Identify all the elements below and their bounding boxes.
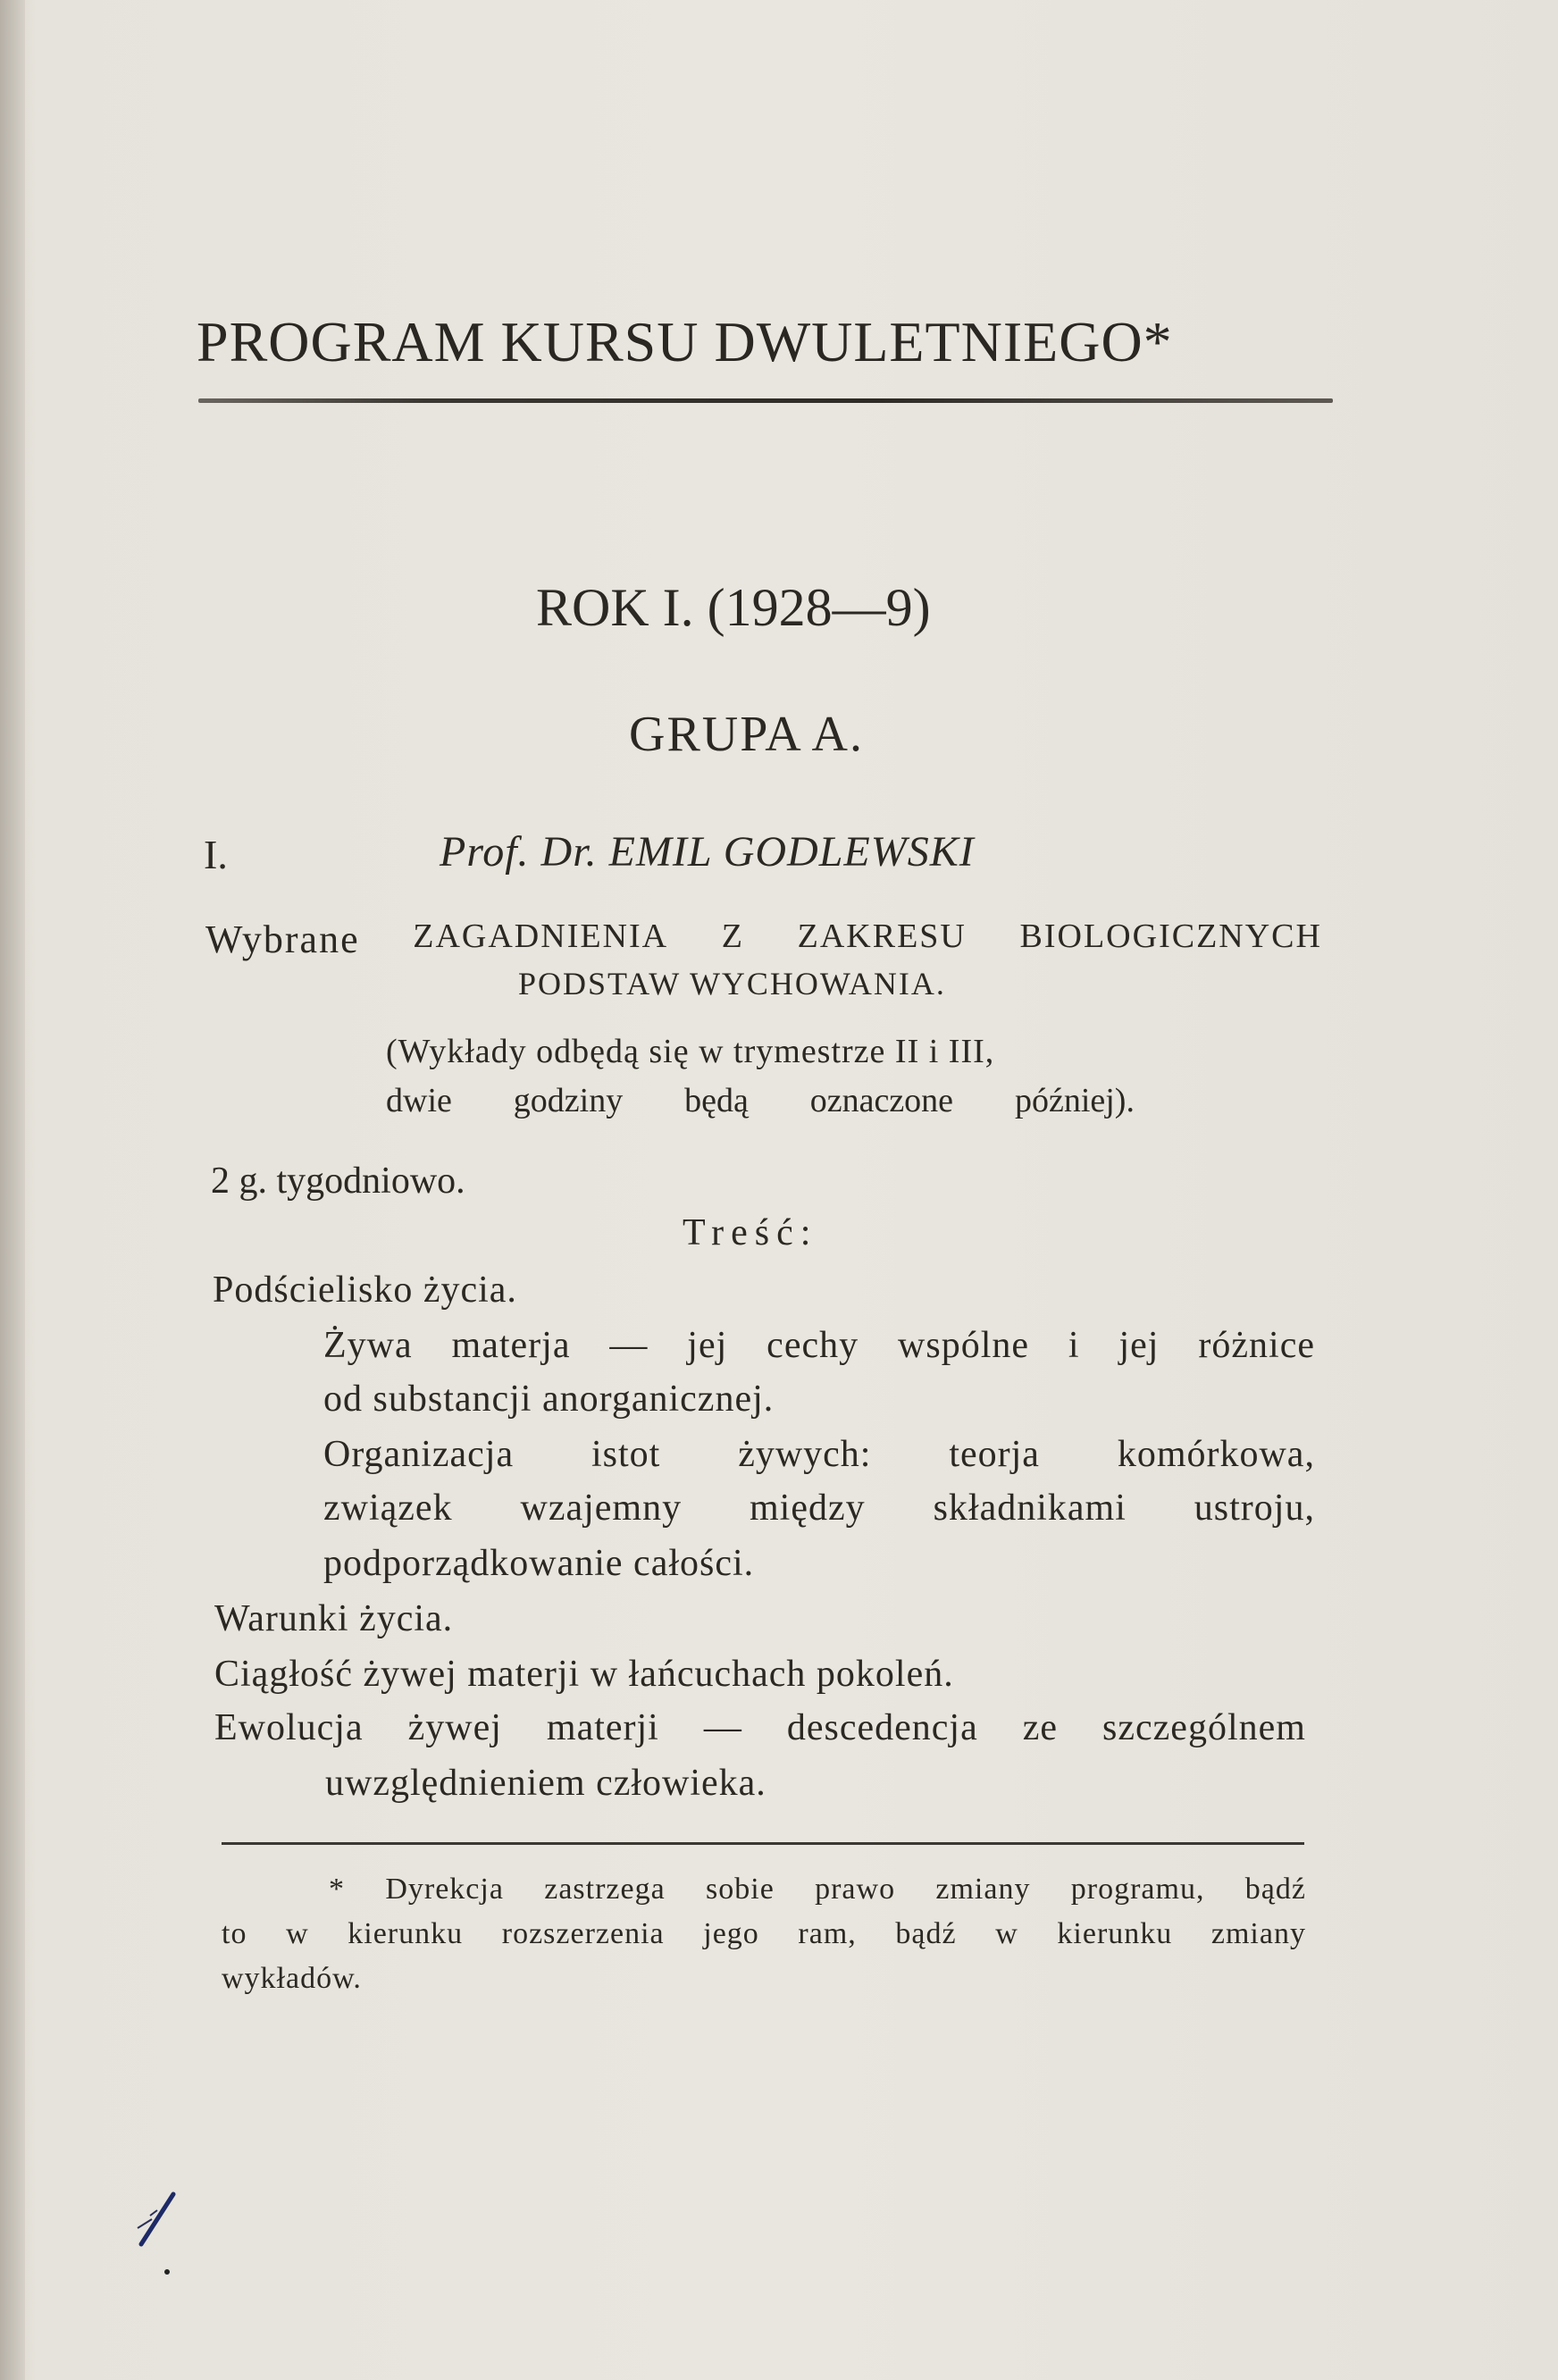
- contents-word: cechy: [766, 1325, 859, 1366]
- contents-heading: Treść:: [683, 1212, 818, 1253]
- footnote-word: ram,: [798, 1917, 857, 1950]
- subject-word: Wybrane: [205, 918, 360, 961]
- note-line-1: (Wykłady odbędą się w trymestrze II i III,: [386, 1033, 995, 1070]
- page-title: PROGRAM KURSU DWULETNIEGO*: [197, 310, 1173, 373]
- subject-word: ZAGADNIENIA: [413, 918, 669, 955]
- subject-line-2: PODSTAW WYCHOWANIA.: [518, 966, 946, 1001]
- contents-word: różnice: [1198, 1325, 1315, 1366]
- contents-word: wspólne: [898, 1325, 1030, 1366]
- note-word: dwie: [386, 1082, 452, 1119]
- footnote-word: Dyrekcja: [385, 1873, 504, 1906]
- footnote-word: jego: [703, 1917, 759, 1950]
- footnote-word: to: [222, 1917, 247, 1950]
- subject-word: BIOLOGICZNYCH: [1019, 918, 1322, 955]
- lecturer-name: Prof. Dr. EMIL GODLEWSKI: [440, 828, 975, 876]
- footnote-word: bądź: [895, 1917, 957, 1950]
- footnote-word: sobie: [706, 1873, 775, 1906]
- contents-word: Żywa: [323, 1325, 413, 1366]
- footnote-line-2: [222, 1917, 1306, 1951]
- footnote-rule: [222, 1842, 1304, 1845]
- footnote-word: zmiany: [1210, 1917, 1306, 1950]
- contents-line: Warunki życia.: [214, 1598, 454, 1639]
- ink-dot: [164, 2269, 170, 2275]
- contents-word: ze: [1022, 1707, 1059, 1748]
- note-word: będą: [684, 1082, 749, 1119]
- note-word: później).: [1014, 1082, 1135, 1119]
- footnote-word: w: [286, 1917, 309, 1950]
- footnote-line-1: [329, 1873, 1306, 1907]
- contents-word: składnikami: [933, 1488, 1127, 1529]
- contents-word: związek: [323, 1488, 453, 1529]
- footnote-word: *: [329, 1873, 345, 1906]
- note-line-2: [386, 1081, 1135, 1120]
- footnote-word: programu,: [1070, 1873, 1205, 1906]
- weekly-hours: 2 g. tygodniowo.: [211, 1161, 465, 1202]
- contents-line: Ciągłość żywej materji w łańcuchach pokoleń.: [214, 1654, 954, 1695]
- contents-word: wzajemny: [520, 1488, 683, 1529]
- group-heading: GRUPA A.: [629, 707, 864, 762]
- contents-line: uwzględnieniem człowieka.: [325, 1763, 766, 1804]
- subject-line-1: [205, 917, 1322, 962]
- contents-word: żywych:: [738, 1434, 872, 1475]
- contents-line: podporządkowanie całości.: [323, 1543, 755, 1584]
- contents-word: jej: [1118, 1325, 1160, 1366]
- contents-word: między: [750, 1488, 866, 1529]
- contents-line: [214, 1706, 1306, 1749]
- footnote-word: zmiany: [935, 1873, 1031, 1906]
- footnote-line-3: wykładów.: [222, 1962, 362, 1995]
- subject-word: ZAKRESU: [797, 918, 967, 955]
- footnote-word: zastrzega: [544, 1873, 666, 1906]
- contents-word: istot: [591, 1434, 661, 1475]
- contents-line: od substancji anorganicznej.: [323, 1379, 775, 1420]
- contents-line: [323, 1324, 1315, 1367]
- contents-word: Organizacja: [323, 1434, 515, 1475]
- contents-word: komórkowa,: [1117, 1434, 1315, 1475]
- contents-word: jej: [687, 1325, 728, 1366]
- note-word: godziny: [513, 1082, 624, 1119]
- contents-word: materji: [546, 1707, 659, 1748]
- footnote-word: rozszerzenia: [501, 1917, 665, 1950]
- contents-word: i: [1068, 1325, 1080, 1366]
- subject-word: Z: [721, 918, 744, 955]
- contents-word: Ewolucja: [214, 1707, 364, 1748]
- contents-word: —: [703, 1707, 742, 1748]
- footnote-word: bądź: [1244, 1873, 1306, 1906]
- contents-word: descedencja: [786, 1707, 978, 1748]
- contents-word: szczególnem: [1102, 1707, 1306, 1748]
- contents-line: Podścielisko życia.: [213, 1270, 517, 1311]
- contents-word: ustroju,: [1194, 1488, 1315, 1529]
- contents-word: —: [609, 1325, 649, 1366]
- note-word: oznaczone: [809, 1082, 954, 1119]
- lecture-number: I.: [204, 832, 228, 877]
- year-heading: ROK I. (1928—9): [536, 578, 931, 637]
- contents-line: [323, 1433, 1315, 1476]
- title-rule: [198, 398, 1333, 403]
- contents-word: materja: [451, 1325, 571, 1366]
- contents-line: [323, 1487, 1315, 1529]
- footnote-word: kierunku: [1057, 1917, 1173, 1950]
- footnote-word: prawo: [815, 1873, 896, 1906]
- pencil-mark-icon: [134, 2189, 188, 2251]
- footnote-word: w: [995, 1917, 1018, 1950]
- contents-word: teorja: [949, 1434, 1040, 1475]
- contents-word: żywej: [407, 1707, 502, 1748]
- footnote-word: kierunku: [348, 1917, 464, 1950]
- page-spine-shadow: [0, 0, 25, 2380]
